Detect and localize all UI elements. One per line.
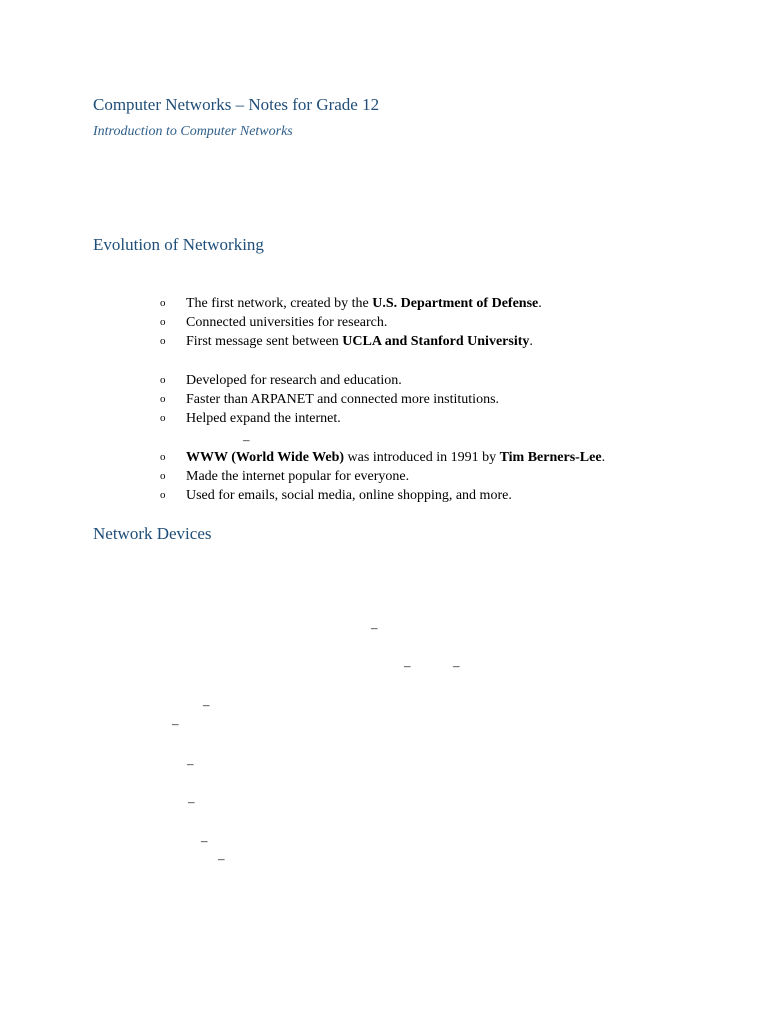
stray-dash: – <box>172 716 179 731</box>
bullet-text: Connected universities for research. <box>186 315 388 330</box>
stray-dash: – <box>201 833 208 848</box>
bullet-text: Made the internet popular for everyone. <box>186 469 410 484</box>
section-heading-devices: Network Devices <box>93 524 212 543</box>
bullet-text: The first network, created by the U.S. Department of Defense. <box>186 296 542 311</box>
bullet-text: Faster than ARPANET and connected more institutions. <box>186 392 500 407</box>
bullet-text: First message sent between UCLA and Stanford University. <box>186 334 533 349</box>
bullet-marker: o <box>160 316 166 328</box>
stray-dash: – <box>243 432 250 447</box>
list-item <box>160 409 720 428</box>
bullet-marker: o <box>160 489 166 501</box>
list-item <box>160 486 720 505</box>
list-item <box>160 467 720 486</box>
list-gap <box>160 351 720 371</box>
stray-dash: – <box>188 794 195 809</box>
stray-dash: – <box>203 697 210 712</box>
list-item <box>160 313 720 332</box>
bullet-text: Developed for research and education. <box>186 373 402 388</box>
bullet-text: Helped expand the internet. <box>186 411 341 426</box>
bullet-marker: o <box>160 335 166 347</box>
list-item <box>160 294 720 313</box>
bullet-marker: o <box>160 451 166 463</box>
list-item <box>160 448 720 467</box>
bullet-marker: o <box>160 393 166 405</box>
bullet-marker: o <box>160 470 166 482</box>
doc-subtitle: Introduction to Computer Networks <box>93 124 293 139</box>
doc-title: Computer Networks – Notes for Grade 12 <box>93 95 380 114</box>
bullet-list-evolution <box>160 294 720 505</box>
list-item <box>160 390 720 409</box>
bullet-marker: o <box>160 412 166 424</box>
bullet-text: Used for emails, social media, online shopping, and more. <box>186 488 512 503</box>
bullet-text: WWW (World Wide Web) was introduced in 1991 by Tim Berners-Lee. <box>186 450 606 465</box>
stray-dash: – <box>371 620 378 635</box>
stray-dash: – <box>218 851 225 866</box>
bullet-marker: o <box>160 297 166 309</box>
stray-dash: – <box>453 658 460 673</box>
list-item <box>160 371 720 390</box>
stray-dash: – <box>404 658 411 673</box>
stray-dash: – <box>187 756 194 771</box>
bullet-marker: o <box>160 374 166 386</box>
section-heading-evolution: Evolution of Networking <box>93 235 264 254</box>
list-item <box>160 332 720 351</box>
